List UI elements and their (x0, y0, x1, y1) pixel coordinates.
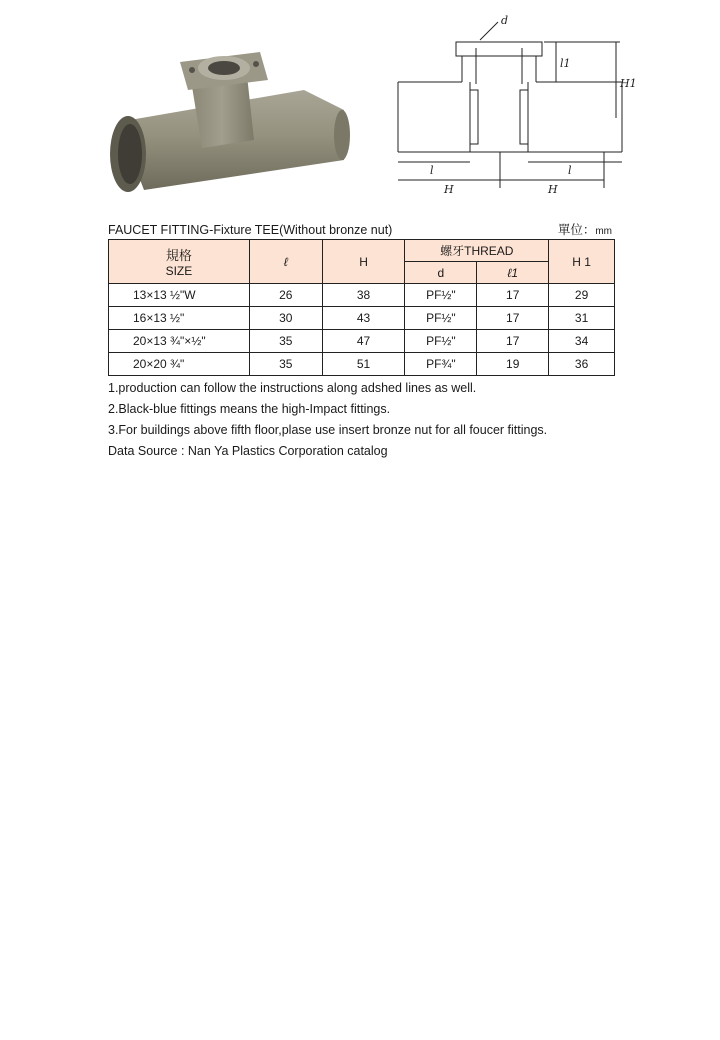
pipe-tee-photo (104, 40, 364, 200)
cell-l: 35 (249, 330, 322, 353)
header-size-en: SIZE (165, 264, 193, 278)
cell-l: 26 (249, 284, 322, 307)
cell-l: 35 (249, 353, 322, 376)
note-2: 2.Black-blue fittings means the high-Impact fittings. (108, 402, 391, 416)
table-title: FAUCET FITTING-Fixture TEE(Without bronze nut) (108, 223, 393, 237)
label-H1: H1 (620, 77, 637, 90)
cell-l1: 17 (477, 284, 549, 307)
cell-H: 47 (322, 330, 405, 353)
caption-row (108, 222, 616, 238)
note-3: 3.For buildings above fifth floor,plase use insert bronze nut for all foucer fittings. (108, 423, 548, 437)
header-l: ℓ (249, 240, 322, 284)
cell-H: 43 (322, 307, 405, 330)
header-d: d (405, 262, 477, 284)
cell-l1: 17 (477, 307, 549, 330)
tee-dimension-drawing (390, 12, 637, 197)
label-H-right: H (548, 183, 558, 196)
cell-H: 38 (322, 284, 405, 307)
header-l1: ℓ1 (477, 262, 549, 284)
table-row (109, 353, 615, 376)
unit-value: mm (595, 226, 612, 237)
unit-label (558, 222, 612, 240)
header-H1: H 1 (549, 240, 615, 284)
cell-l1: 17 (477, 330, 549, 353)
header-thread: 螺牙THREAD (405, 240, 549, 262)
cell-size: 13×13 ½"W (109, 284, 250, 307)
cell-H: 51 (322, 353, 405, 376)
cell-H1: 36 (549, 353, 615, 376)
header-size-cn: 規格 (165, 248, 192, 263)
label-l-right: l (568, 164, 572, 177)
cell-size: 20×13 ¾"×½" (109, 330, 250, 353)
header-size (109, 240, 250, 284)
cell-H1: 34 (549, 330, 615, 353)
label-l1: l1 (560, 57, 571, 70)
cell-l1: 19 (477, 353, 549, 376)
notes (108, 378, 668, 462)
data-source: Data Source : Nan Ya Plastics Corporation catalog (108, 444, 388, 458)
note-1: 1.production can follow the instructions along adshed lines as well. (108, 381, 477, 395)
label-H-left: H (444, 183, 454, 196)
cell-d: PF½" (405, 284, 477, 307)
table-row (109, 330, 615, 353)
label-l-left: l (430, 164, 434, 177)
cell-l: 30 (249, 307, 322, 330)
cell-d: PF¾" (405, 353, 477, 376)
cell-d: PF½" (405, 330, 477, 353)
cell-H1: 31 (549, 307, 615, 330)
cell-size: 16×13 ½" (109, 307, 250, 330)
cell-size: 20×20 ¾" (109, 353, 250, 376)
table-row (109, 284, 615, 307)
cell-d: PF½" (405, 307, 477, 330)
unit-prefix: 單位： (557, 223, 596, 237)
cell-H1: 29 (549, 284, 615, 307)
label-d: d (501, 14, 509, 27)
spec-table (108, 239, 615, 376)
table-row (109, 307, 615, 330)
header-H: H (322, 240, 405, 284)
